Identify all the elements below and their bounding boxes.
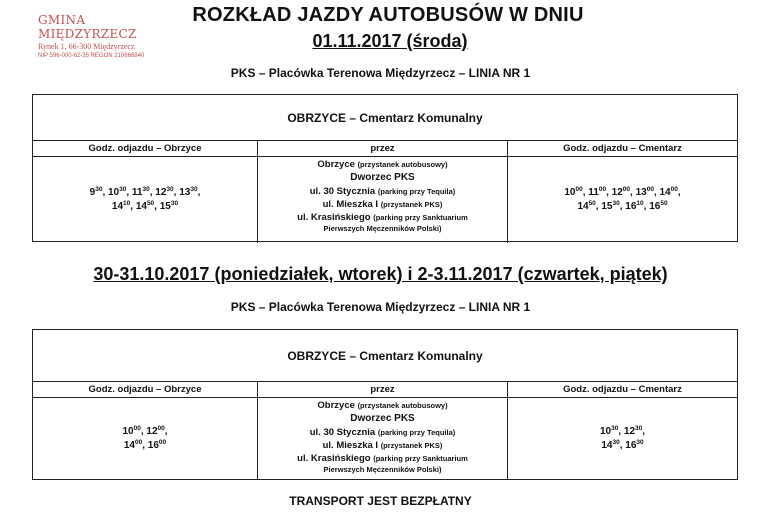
via-stop-note: Pierwszych Męczenników Polski) bbox=[323, 465, 442, 475]
section2-times-cmentarz: $10^{30}$, $12^{30}$, $14^{30}$, $16^{30}$ bbox=[599, 424, 646, 451]
section2-times-obrzyce: $10^{00}$, $12^{00}$, $14^{00}$, $16^{00}$ bbox=[33, 398, 258, 480]
free-transport-note: TRANSPORT JEST BEZPŁATNY bbox=[289, 494, 472, 508]
section2-col-cmentarz: Godz. odjazdu – Cmentarz bbox=[563, 384, 682, 395]
stamp-address: Rynek 1, 66-300 Międzyrzecz bbox=[38, 41, 135, 51]
section1-times-cmentarz: $10^{00}$, $11^{00}$, $12^{00}$, $13^{00}$, $14^{00}$, $14^{50}$, $15^{30}$, $16^{10}$, $16^{50}$ bbox=[564, 185, 681, 212]
via-stop: ul. 30 Stycznia (parking przy Tequila) bbox=[309, 426, 456, 438]
section1-date: 01.11.2017 (środa) bbox=[312, 31, 468, 51]
section2-route: OBRZYCE – Cmentarz Komunalny bbox=[33, 330, 737, 382]
time: $14^{00}$ bbox=[659, 185, 678, 198]
section1-timetable bbox=[32, 94, 738, 242]
time: $13^{00}$ bbox=[635, 185, 654, 198]
time: $12^{30}$ bbox=[623, 424, 643, 437]
section2-col-obrzyce: Godz. odjazdu – Obrzyce bbox=[33, 382, 258, 397]
section2-timetable bbox=[32, 329, 738, 480]
time: $14^{50}$ bbox=[135, 200, 155, 212]
time: $9^{30}$ bbox=[89, 185, 103, 198]
time: $15^{30}$ bbox=[159, 200, 179, 212]
via-stop: Dworzec PKS bbox=[350, 172, 415, 184]
section2-body-row bbox=[33, 398, 737, 480]
stamp-ids: NIP 596-000-62-35 REGON 210666840 bbox=[38, 52, 145, 59]
time: $10^{30}$ bbox=[108, 185, 127, 198]
via-stop: ul. Mieszka I (przystanek PKS) bbox=[322, 199, 443, 211]
section1-col-obrzyce: Godz. odjazdu – Obrzyce bbox=[33, 141, 258, 156]
section1-col-cmentarz: Godz. odjazdu – Cmentarz bbox=[563, 143, 682, 154]
time: $12^{30}$ bbox=[155, 185, 174, 198]
time: $14^{00}$ bbox=[123, 439, 143, 451]
time: $12^{00}$ bbox=[611, 185, 631, 198]
via-stop: ul. Krasińskiego (parking przy Sanktuarium bbox=[297, 212, 468, 224]
section1-times-obrzyce: $9^{30}$, $10^{30}$, $11^{30}$, $12^{30}$, $13^{30}$, $14^{10}$, $14^{50}$, $15^{30}$ bbox=[33, 157, 258, 243]
via-stop: Obrzyce (przystanek autobusowy) bbox=[317, 400, 448, 411]
page-title: ROZKŁAD JAZDY AUTOBUSÓW W DNIU bbox=[192, 4, 584, 26]
via-stop: ul. Mieszka I (przystanek PKS) bbox=[322, 440, 443, 452]
time: $14^{30}$ bbox=[601, 439, 620, 451]
municipality-stamp bbox=[38, 14, 162, 60]
time: $12^{00}$ bbox=[146, 424, 165, 437]
time: $15^{30}$ bbox=[601, 200, 620, 212]
section2-operator: PKS – Placówka Terenowa Międzyrzecz – LINIA NR 1 bbox=[230, 300, 531, 314]
time: $16^{30}$ bbox=[625, 439, 644, 451]
time: $16^{10}$ bbox=[625, 200, 644, 212]
time: $10^{00}$ bbox=[564, 185, 583, 198]
section2-date: 30-31.10.2017 (poniedziałek, wtorek) i 2-3.11.2017 (czwartek, piątek) bbox=[93, 264, 668, 284]
section1-body-row bbox=[33, 157, 737, 243]
section1-route: OBRZYCE – Cmentarz Komunalny bbox=[33, 95, 737, 141]
section1-header-row bbox=[33, 141, 737, 157]
time: $11^{30}$ bbox=[131, 185, 150, 198]
section2-header-row bbox=[33, 382, 737, 398]
time: $14^{10}$ bbox=[111, 200, 131, 212]
time: $13^{30}$ bbox=[179, 185, 198, 198]
time: $16^{50}$ bbox=[649, 200, 668, 212]
section2-via-stops bbox=[258, 398, 508, 480]
stamp-title: GMINA MIĘDZYRZECZ bbox=[38, 13, 137, 41]
section1-via-stops bbox=[258, 157, 508, 243]
section1-col-via: przez bbox=[258, 141, 508, 156]
time: $14^{50}$ bbox=[577, 200, 596, 212]
section2-col-via: przez bbox=[258, 382, 508, 397]
via-stop-note: Pierwszych Męczenników Polski) bbox=[323, 224, 442, 234]
via-stop: ul. Krasińskiego (parking przy Sanktuarium bbox=[297, 453, 468, 465]
time: $11^{00}$ bbox=[588, 185, 607, 198]
time: $10^{00}$ bbox=[122, 424, 141, 437]
via-stop: Dworzec PKS bbox=[350, 413, 415, 425]
via-stop: Obrzyce (przystanek autobusowy) bbox=[317, 159, 448, 170]
section1-operator: PKS – Placówka Terenowa Międzyrzecz – LINIA NR 1 bbox=[230, 66, 531, 80]
via-stop: ul. 30 Stycznia (parking przy Tequila) bbox=[309, 185, 456, 197]
time: $16^{00}$ bbox=[147, 439, 167, 451]
time: $10^{30}$ bbox=[599, 424, 619, 437]
